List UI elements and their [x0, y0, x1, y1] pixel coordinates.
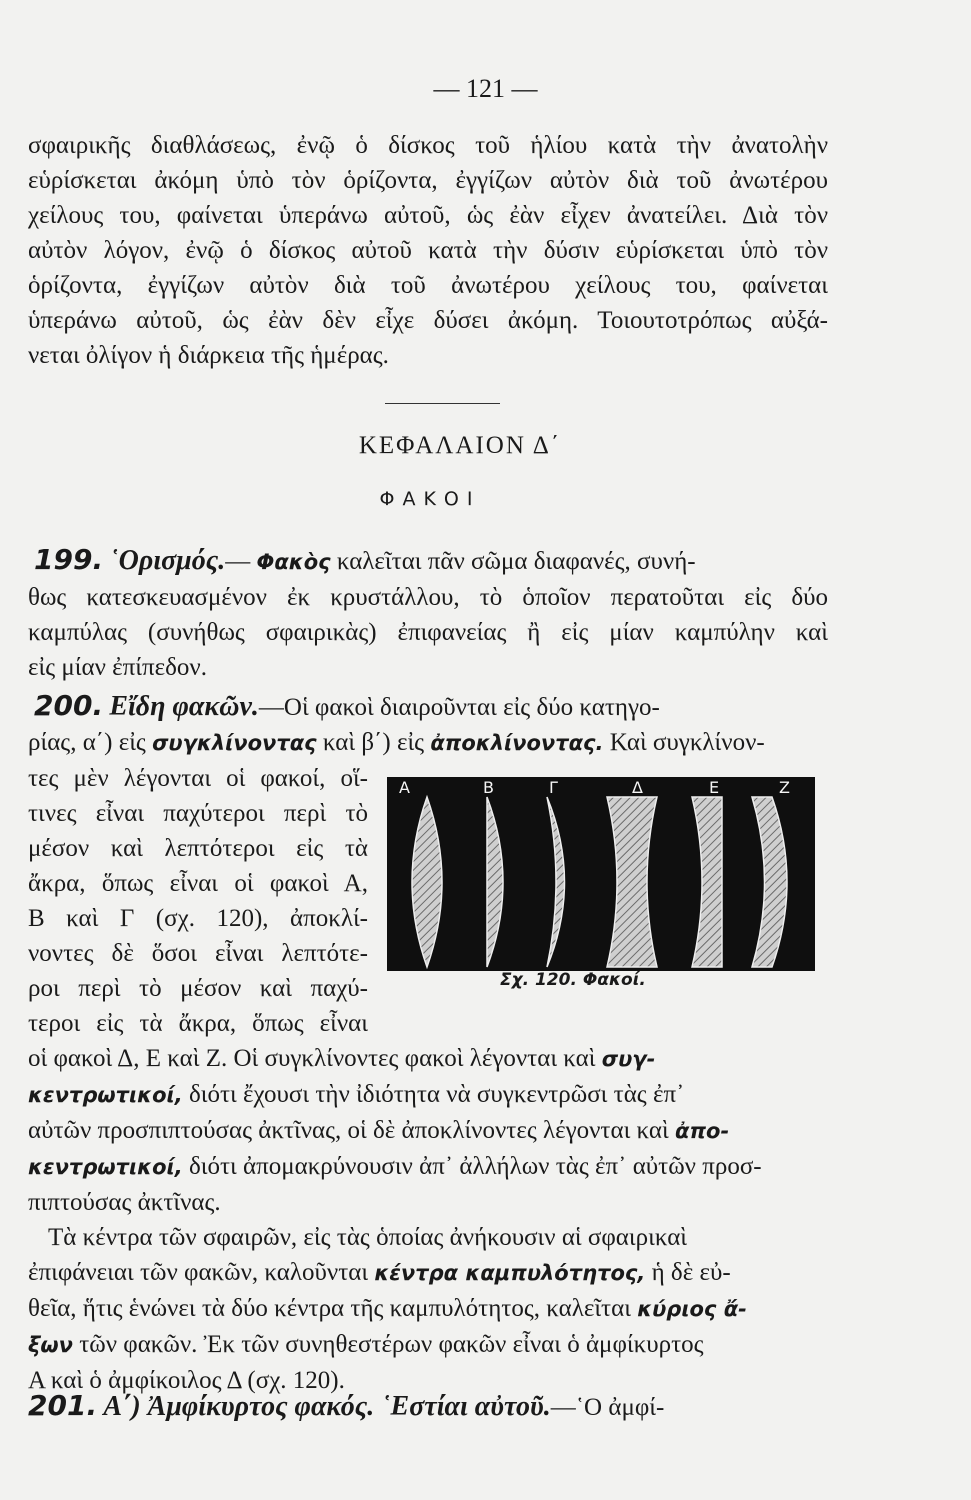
section-201 — [28, 1388, 828, 1425]
section-199 — [28, 542, 828, 685]
text-line — [28, 1113, 828, 1149]
intro-paragraph — [28, 128, 828, 373]
term-bold: κεντρωτικοί, — [28, 1083, 183, 1107]
section-199-first-line — [28, 542, 828, 580]
lens-figure — [387, 777, 815, 971]
lens-a-biconvex — [412, 797, 442, 967]
lens-label-b: Β — [483, 778, 494, 797]
lens-b-planoconvex — [487, 797, 503, 967]
text-line: Τὰ κέντρα τῶν σφαιρῶν, εἰς τὰς ὁποίας ἀνήκουσιν αἱ σφαιρικαὶ — [48, 1224, 688, 1251]
text-run: Καὶ συγκλίνον- — [609, 729, 765, 756]
term-bold: κεντρωτικοί, — [28, 1155, 183, 1179]
term-bold: κύριος ἄ- — [637, 1297, 747, 1321]
figure-caption: Σχ. 120. Φακοί. — [500, 970, 646, 990]
section-201-first-line — [28, 1388, 828, 1425]
lens-c-meniscus — [547, 797, 565, 967]
section-divider — [385, 403, 500, 404]
term-bold: συγ- — [601, 1047, 656, 1071]
text-line: τες μὲν λέγονται οἱ φακοί, οἵ- — [28, 765, 368, 792]
section-heading: ῾Ορισμός. — [109, 545, 226, 576]
text-line — [28, 1291, 828, 1327]
text-run: —Οἱ φακοὶ διαιροῦνται εἰς δύο κατηγο- — [258, 694, 660, 721]
text-run: καλεῖται πᾶν σῶμα διαφανές, συνή- — [336, 548, 696, 575]
section-heading: Εἴδη φακῶν. — [109, 691, 259, 722]
text-run: διότι ἀπομακρύνουσιν ἀπ᾿ ἀλλήλων τὰς ἐπ᾿ αὐτῶν προσ- — [188, 1153, 762, 1180]
text-run: τῶν φακῶν. Ἐκ τῶν συνηθεστέρων φακῶν εἶναι ὁ ἀμφίκυρτος — [79, 1331, 704, 1358]
text-line — [28, 725, 828, 761]
text-run: καὶ β΄) εἰς — [322, 729, 425, 756]
text-run: ἡ δὲ εὐ- — [651, 1259, 731, 1286]
text-run: θεῖα, ἥτις ἑνώνει τὰ δύο κέντρα τῆς καμπυλότητος, καλεῖται — [28, 1295, 631, 1322]
text-line: ὁρίζοντα, ἐγγίζων αὐτὸν διὰ τοῦ ἀνωτέρου χείλους του, φαίνεται — [28, 272, 828, 299]
text-line: πιπτούσας ἀκτῖνας. — [28, 1189, 221, 1216]
chapter-subtitle: ΦΑΚΟΙ — [379, 488, 481, 510]
section-number: 201. — [28, 1389, 98, 1422]
term-bold: Φακὸς — [256, 550, 331, 574]
text-line: σφαιρικῆς διαθλάσεως, ἐνῷ ὁ δίσκος τοῦ ἡλίου κατὰ τὴν ἀνατολὴν — [28, 132, 828, 159]
text-run: διότι ἔχουσι τὴν ἰδιότητα νὰ συγκεντρῶσι τὰς ἐπ᾿ — [188, 1081, 685, 1108]
lens-f-meniscus — [752, 797, 787, 967]
narrow-column — [28, 761, 368, 1041]
text-line: εὑρίσκεται ἀκόμη ὑπὸ τὸν ὁρίζοντα, ἐγγίζων αὐτὸν διὰ τοῦ ἀνωτέρου — [28, 167, 828, 194]
term-bold: συγκλίνοντας — [152, 731, 317, 755]
text-line — [28, 1041, 828, 1077]
text-run: οἱ φακοὶ Δ, Ε καὶ Ζ. Οἱ συγκλίνοντες φακοὶ λέγονται καὶ — [28, 1045, 596, 1072]
text-line: ὑπεράνω αὐτοῦ, ὡς ἐὰν δὲν εἶχε δύσει ἀκόμη. Τοιουτοτρόπως αὐξά- — [28, 307, 828, 334]
section-number: 200. — [34, 689, 104, 722]
text-line: καμπύλας (συνήθως σφαιρικὰς) ἐπιφανείας ἢ εἰς μίαν καμπύλην καὶ — [28, 619, 828, 646]
text-line: εἰς μίαν ἐπίπεδον. — [28, 654, 207, 681]
lens-label-c: Γ — [549, 778, 558, 797]
text-line: τεροι εἰς τὰ ἄκρα, ὅπως εἶναι — [28, 1010, 368, 1037]
lens-label-f: Ζ — [779, 778, 790, 797]
text-line: νοντες δὲ ὅσοι εἶναι λεπτότε- — [28, 940, 368, 967]
section-number: 199. — [34, 543, 104, 576]
text-line — [28, 1327, 828, 1363]
text-line: ροι περὶ τὸ μέσον καὶ παχύ- — [28, 975, 368, 1002]
term-bold: ἀπο- — [675, 1119, 730, 1143]
text-run: αὐτῶν προσπιπτούσας ἀκτῖνας, οἱ δὲ ἀποκλίνοντες λέγονται καὶ — [28, 1117, 669, 1144]
lens-label-e: Ε — [709, 778, 720, 797]
term-bold: κέντρα καμπυλότητος, — [374, 1261, 646, 1285]
text-line: θως κατεσκευασμένον ἐκ κρυστάλλου, τὸ ὁποῖον περατοῦται εἰς δύο — [28, 584, 828, 611]
text-run: —῾Ο ἀμφί- — [550, 1394, 665, 1421]
lens-label-d: Δ — [632, 778, 643, 797]
text-line: χείλους του, φαίνεται ὑπεράνω αὐτοῦ, ὡς ἐὰν εἶχεν ἀνατείλει. Διὰ τὸν — [28, 202, 828, 229]
lens-d-biconcave — [607, 797, 657, 967]
term-bold: ξων — [28, 1333, 73, 1357]
section-200-first-line — [28, 688, 828, 725]
term-bold: ἀποκλίνοντας. — [430, 731, 604, 755]
text-line — [28, 1149, 828, 1185]
text-line: Β καὶ Γ (σχ. 120), ἀποκλί- — [28, 905, 368, 932]
page-number: — 121 — — [433, 74, 538, 103]
text-line: αὐτὸν λόγον, ἐνῷ ὁ δίσκος αὐτοῦ κατὰ τὴν δύσιν εὑρίσκεται ὑπὸ τὸν — [28, 237, 828, 264]
text-line: μέσον καὶ λεπτότεροι εἰς τὰ — [28, 835, 368, 862]
text-line: τινες εἶναι παχύτεροι περὶ τὸ — [28, 800, 368, 827]
chapter-title: ΚΕΦΑΛΑΙΟΝ Δ΄ — [358, 432, 562, 459]
text-line — [28, 1077, 828, 1113]
text-run: ἐπιφάνειαι τῶν φακῶν, καλοῦνται — [28, 1259, 369, 1286]
section-heading: Α΄) Ἀμφίκυρτος φακός. ῾Εστίαι αὐτοῦ. — [103, 1391, 551, 1422]
text-line: νεται ὀλίγον ἡ διάρκεια τῆς ἡμέρας. — [28, 342, 389, 369]
lens-e-planoconcave — [692, 797, 722, 967]
lens-diagram — [387, 777, 815, 971]
text-run: ρίας, α΄) εἰς — [28, 729, 146, 756]
dash: — — [225, 548, 251, 575]
text-line — [28, 1255, 828, 1291]
text-line: ἄκρα, ὅπως εἶναι οἱ φακοὶ Α, — [28, 870, 368, 897]
text-line: Α καὶ ὁ ἀμφίκοιλος Δ (σχ. 120). — [28, 1367, 345, 1394]
lens-label-a: Α — [399, 778, 410, 797]
